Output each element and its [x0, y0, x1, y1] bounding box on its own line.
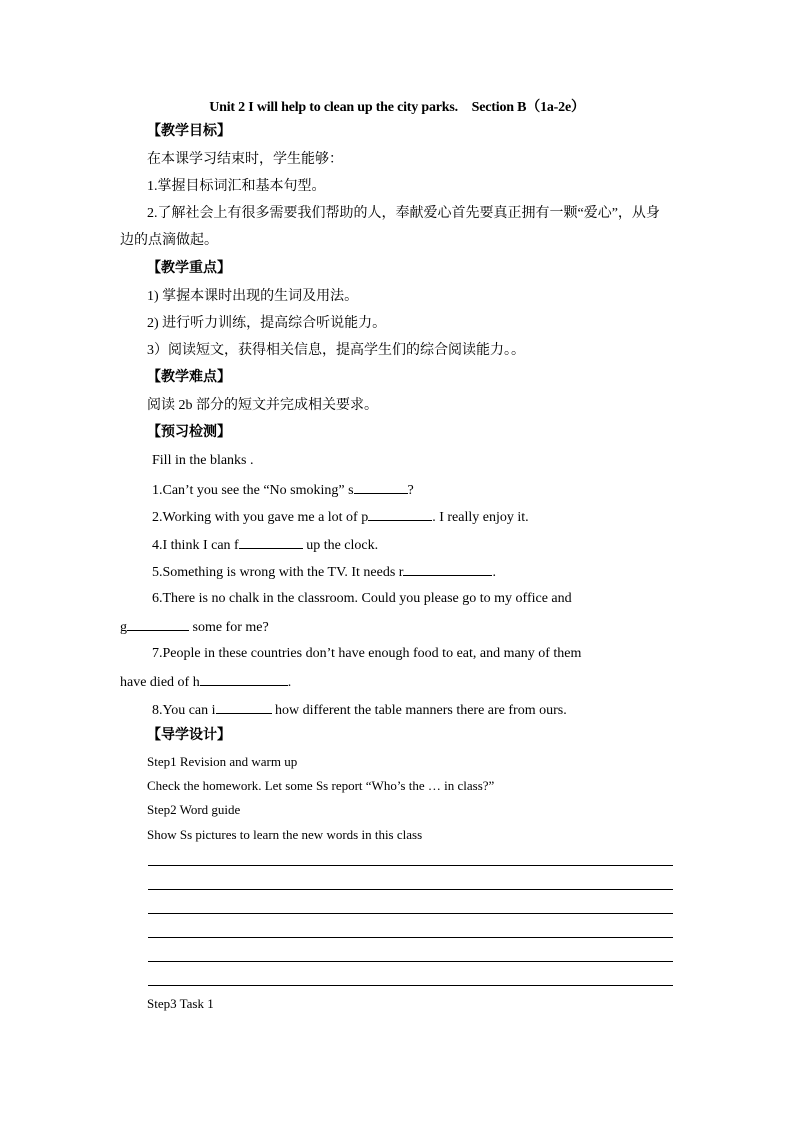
- answer-blank[interactable]: [239, 534, 303, 549]
- writing-line[interactable]: [148, 937, 673, 938]
- preview-heading: 【预习检测】: [147, 425, 231, 440]
- step-1-title: Step1 Revision and warm up: [147, 754, 298, 769]
- objective-item-2-line-1: 2.了解社会上有很多需要我们帮助的人，奉献爱心首先要真正拥有一颗“爱心”，从身: [147, 206, 660, 221]
- question-6-end: some for me?: [189, 620, 269, 635]
- question-2: [152, 506, 529, 528]
- writing-line[interactable]: [148, 865, 673, 866]
- objectives-heading: 【教学目标】: [147, 124, 231, 139]
- writing-line[interactable]: [148, 961, 673, 962]
- objective-item-2-line-2: 边的点滴做起。: [120, 233, 218, 248]
- question-1-text: 1.Can’t you see the “No smoking” s: [152, 483, 354, 498]
- question-1-end: ?: [407, 483, 414, 498]
- difficulties-heading: 【教学难点】: [147, 370, 231, 385]
- key-point-item-3: 3）阅读短文，获得相关信息，提高学生们的综合阅读能力。。: [147, 343, 525, 358]
- question-4-end: up the clock.: [302, 538, 379, 553]
- objective-item-1: 1.掌握目标词汇和基本句型。: [147, 179, 326, 194]
- document-title: Unit 2 I will help to clean up the city parks. Section B（1a-2e）: [209, 100, 585, 115]
- question-6-line-2: [120, 616, 269, 638]
- question-2-end: . I really enjoy it.: [432, 510, 529, 525]
- question-2-text: 2.Working with you gave me a lot of p: [152, 510, 369, 525]
- objectives-intro: 在本课学习结束时，学生能够：: [147, 152, 343, 167]
- writing-line[interactable]: [148, 889, 673, 890]
- answer-blank[interactable]: [403, 561, 492, 576]
- question-7-text: have died of h: [120, 675, 200, 690]
- question-8: [152, 699, 567, 721]
- question-7-line-2: [120, 671, 291, 693]
- question-6-line-1: 6.There is no chalk in the classroom. Could you please go to my office and: [152, 591, 572, 606]
- question-4-text: 4.I think I can f: [152, 538, 239, 553]
- answer-blank[interactable]: [354, 479, 408, 494]
- preview-instruction: Fill in the blanks .: [152, 453, 254, 468]
- question-1: [152, 479, 414, 501]
- question-8-text: 8.You can i: [152, 703, 216, 718]
- question-8-end: how different the table manners there are from ours.: [271, 703, 567, 718]
- key-points-heading: 【教学重点】: [147, 261, 231, 276]
- answer-blank[interactable]: [368, 506, 432, 521]
- key-point-item-2: 2) 进行听力训练，提高综合听说能力。: [147, 316, 387, 331]
- writing-line[interactable]: [148, 985, 673, 986]
- question-7-end: .: [287, 675, 292, 690]
- question-5-end: .: [492, 565, 496, 580]
- answer-blank[interactable]: [200, 671, 288, 686]
- step-3-title: Step3 Task 1: [147, 996, 214, 1011]
- question-5-text: 5.Something is wrong with the TV. It needs r: [152, 565, 404, 580]
- step-2-title: Step2 Word guide: [147, 802, 241, 817]
- question-5: [152, 561, 496, 583]
- answer-blank[interactable]: [127, 616, 189, 631]
- key-point-item-1: 1) 掌握本课时出现的生词及用法。: [147, 289, 359, 304]
- step-2-text: Show Ss pictures to learn the new words in this class: [147, 827, 423, 842]
- difficulties-text: 阅读 2b 部分的短文并完成相关要求。: [147, 398, 378, 413]
- question-4: [152, 534, 378, 556]
- step-1-text: Check the homework. Let some Ss report “Who’s the … in class?”: [147, 778, 495, 793]
- question-6-letter: g: [120, 620, 127, 635]
- answer-blank[interactable]: [216, 699, 272, 714]
- guide-heading: 【导学设计】: [147, 728, 231, 743]
- writing-line[interactable]: [148, 913, 673, 914]
- question-7-line-1: 7.People in these countries don’t have enough food to eat, and many of them: [152, 646, 582, 661]
